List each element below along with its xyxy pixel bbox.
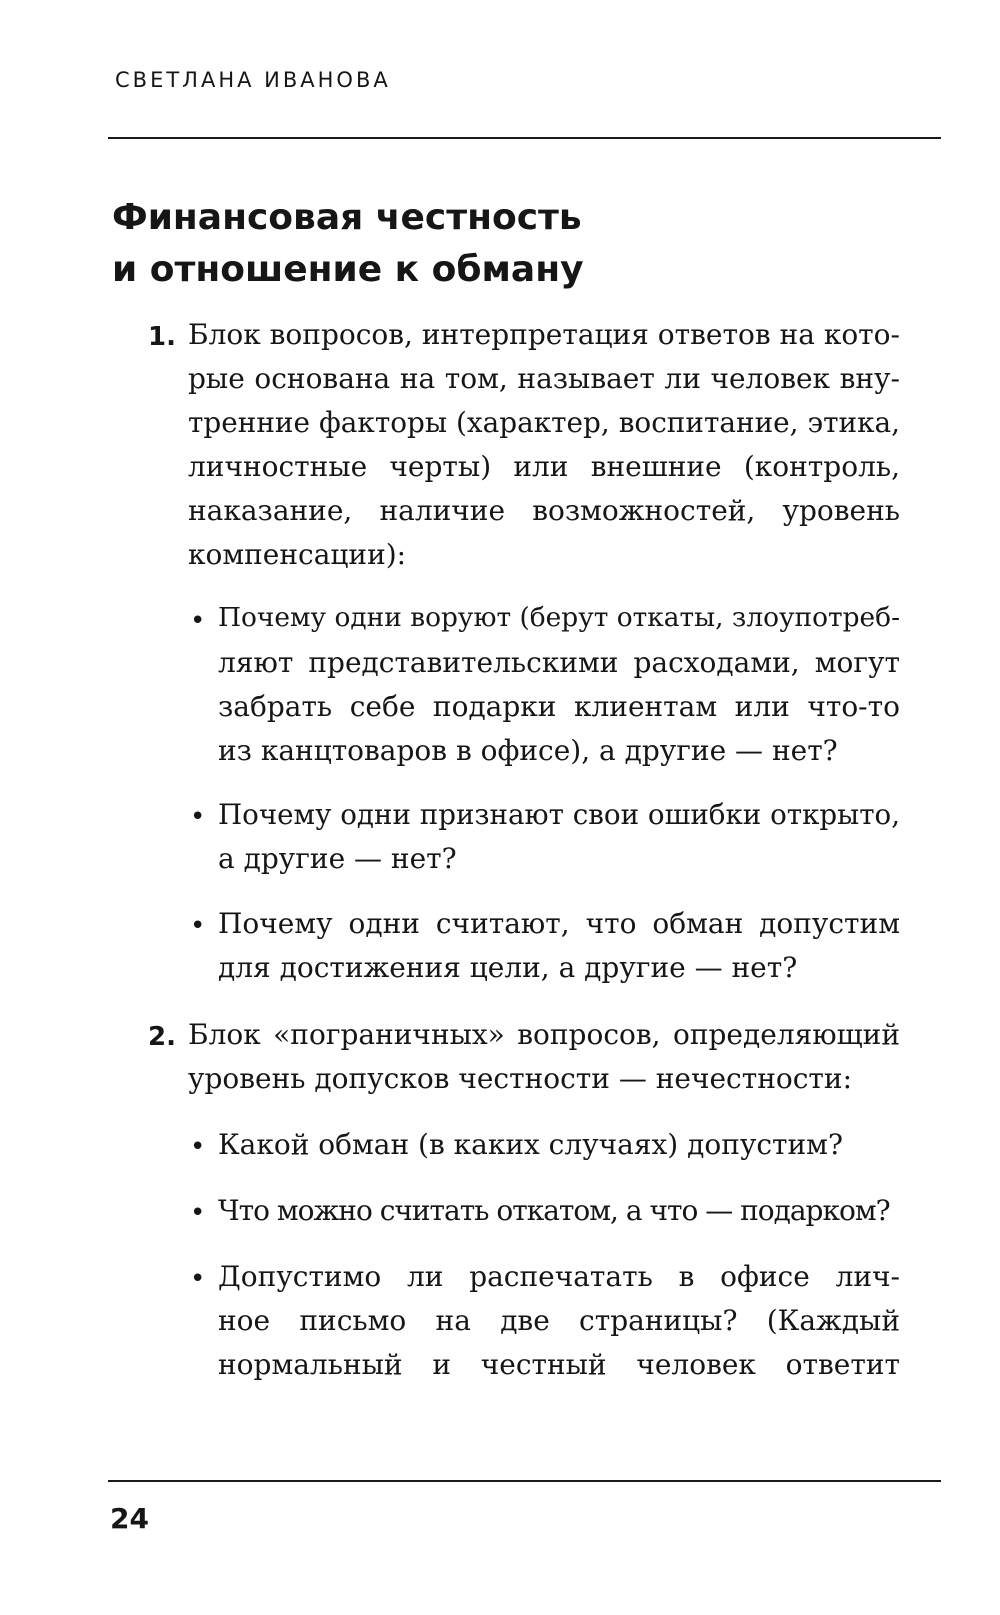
paragraph-line: личностные черты) или внешние (контроль, bbox=[188, 450, 900, 483]
bullet-marker: • bbox=[190, 606, 206, 636]
list-number: 2. bbox=[148, 1022, 176, 1052]
bullet-line: Что можно считать откатом, а что — подарком? bbox=[218, 1194, 890, 1227]
bullet-marker: • bbox=[190, 911, 206, 941]
paragraph-line: тренние факторы (характер, воспитание, этика, bbox=[188, 406, 900, 439]
running-header: СВЕТЛАНА ИВАНОВА bbox=[115, 68, 391, 92]
bullet-marker: • bbox=[190, 802, 206, 832]
bullet-line: забрать себе подарки клиентам или что-то bbox=[218, 690, 900, 723]
bullet-line: ляют представительскими расходами, могут bbox=[218, 646, 900, 679]
section-title-line: Финансовая честность bbox=[112, 197, 582, 238]
bullet-line: Какой обман (в каких случаях) допустим? bbox=[218, 1128, 843, 1161]
paragraph-line: рые основана на том, называет ли человек вну- bbox=[188, 362, 900, 395]
header-rule bbox=[108, 137, 941, 139]
bullet-marker: • bbox=[190, 1198, 206, 1228]
bullet-marker: • bbox=[190, 1264, 206, 1294]
footer-rule bbox=[108, 1480, 941, 1482]
bullet-line: Допустимо ли распечатать в офисе лич- bbox=[218, 1260, 900, 1293]
bullet-marker: • bbox=[190, 1132, 206, 1162]
paragraph-line: наказание, наличие возможностей, уровень bbox=[188, 494, 900, 527]
bullet-line: для достижения цели, а другие — нет? bbox=[218, 951, 798, 984]
section-title bbox=[112, 192, 584, 296]
bullet-line: нормальный и честный человек ответит bbox=[218, 1348, 900, 1381]
bullet-line: ное письмо на две страницы? (Каждый bbox=[218, 1304, 900, 1337]
paragraph-line: Блок вопросов, интерпретация ответов на кото- bbox=[188, 318, 900, 351]
section-title-line: и отношение к обману bbox=[112, 249, 584, 290]
page-number: 24 bbox=[110, 1502, 149, 1535]
bullet-line: а другие — нет? bbox=[218, 842, 457, 875]
bullet-line: Почему одни воруют (берут откаты, злоупотреб- bbox=[218, 602, 900, 633]
bullet-line: Почему одни считают, что обман допустим bbox=[218, 907, 900, 940]
paragraph-line: Блок «пограничных» вопросов, определяющий bbox=[188, 1018, 900, 1051]
list-number: 1. bbox=[148, 322, 176, 352]
paragraph-line: уровень допусков честности — нечестности: bbox=[188, 1062, 853, 1095]
paragraph-line: компенсации): bbox=[188, 538, 407, 571]
bullet-line: из канцтоваров в офисе), а другие — нет? bbox=[218, 734, 838, 767]
bullet-line: Почему одни признают свои ошибки открыто, bbox=[218, 798, 900, 831]
